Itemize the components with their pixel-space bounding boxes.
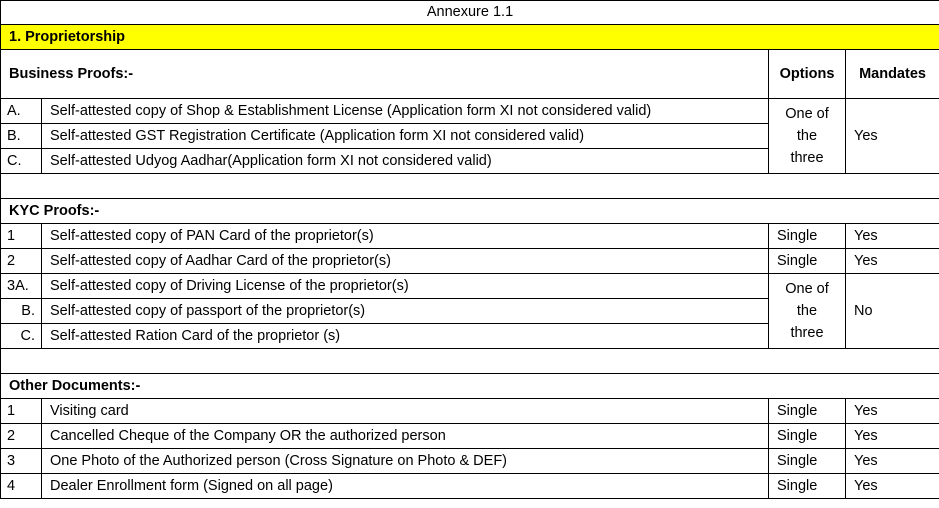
row-number: 3	[1, 449, 42, 474]
other-documents-heading: Other Documents:-	[1, 374, 939, 399]
row-text: Self-attested copy of PAN Card of the proprietor(s)	[42, 224, 769, 249]
table-row	[1, 249, 939, 274]
spacer-row	[1, 349, 939, 374]
table-row	[1, 224, 939, 249]
option-line: the	[796, 303, 818, 319]
row-option: Single	[769, 399, 846, 424]
row-text: Dealer Enrollment form (Signed on all page)	[42, 474, 769, 499]
section-row	[1, 25, 939, 50]
kyc-mandate-cell: No	[846, 274, 939, 349]
row-number: B.	[1, 124, 42, 149]
spacer-cell	[1, 349, 939, 374]
row-number: C.	[1, 324, 42, 349]
row-mandate: Yes	[846, 424, 939, 449]
row-text: Cancelled Cheque of the Company OR the authorized person	[42, 424, 769, 449]
row-mandate: Yes	[846, 249, 939, 274]
table-row	[1, 274, 939, 299]
mandates-header: Mandates	[846, 50, 939, 99]
business-proofs-heading: Business Proofs:-	[1, 50, 769, 99]
business-proofs-header	[1, 50, 939, 99]
spacer-cell	[1, 174, 939, 199]
table-row	[1, 399, 939, 424]
row-option: Single	[769, 449, 846, 474]
row-option: Single	[769, 474, 846, 499]
table-title: Annexure 1.1	[1, 1, 939, 25]
business-options-cell	[769, 99, 846, 174]
row-number: B.	[1, 299, 42, 324]
row-text: Self-attested copy of passport of the proprietor(s)	[42, 299, 769, 324]
table-row	[1, 449, 939, 474]
row-number: 4	[1, 474, 42, 499]
row-text: Self-attested copy of Aadhar Card of the proprietor(s)	[42, 249, 769, 274]
row-text: Self-attested GST Registration Certificate (Application form XI not considered valid)	[42, 124, 769, 149]
row-text: Visiting card	[42, 399, 769, 424]
row-mandate: Yes	[846, 449, 939, 474]
kyc-options-cell	[769, 274, 846, 349]
row-option: Single	[769, 424, 846, 449]
option-line: three	[790, 325, 824, 341]
row-mandate: Yes	[846, 224, 939, 249]
row-number: C.	[1, 149, 42, 174]
row-option: Single	[769, 224, 846, 249]
row-number: 2	[1, 424, 42, 449]
row-number: 1	[1, 399, 42, 424]
row-text: Self-attested Udyog Aadhar(Application form XI not considered valid)	[42, 149, 769, 174]
row-text: Self-attested copy of Driving License of the proprietor(s)	[42, 274, 769, 299]
row-mandate: Yes	[846, 399, 939, 424]
kyc-proofs-heading: KYC Proofs:-	[1, 199, 939, 224]
row-option: Single	[769, 249, 846, 274]
row-number: 1	[1, 224, 42, 249]
row-number: 3A.	[1, 274, 42, 299]
table-row	[1, 99, 939, 124]
title-row	[1, 1, 939, 25]
row-text: Self-attested Ration Card of the proprietor (s)	[42, 324, 769, 349]
option-line: One of	[785, 281, 829, 297]
other-documents-header	[1, 374, 939, 399]
table-row	[1, 424, 939, 449]
spacer-row	[1, 174, 939, 199]
table-row	[1, 474, 939, 499]
row-text: One Photo of the Authorized person (Cross Signature on Photo & DEF)	[42, 449, 769, 474]
row-mandate: Yes	[846, 474, 939, 499]
section-title: 1. Proprietorship	[1, 25, 939, 50]
option-line: three	[790, 150, 824, 166]
option-line: the	[796, 128, 818, 144]
row-number: A.	[1, 99, 42, 124]
business-mandate-cell: Yes	[846, 99, 939, 174]
row-text: Self-attested copy of Shop & Establishment License (Application form XI not considered valid)	[42, 99, 769, 124]
row-number: 2	[1, 249, 42, 274]
options-header: Options	[769, 50, 846, 99]
option-line: One of	[785, 106, 829, 122]
kyc-proofs-header	[1, 199, 939, 224]
